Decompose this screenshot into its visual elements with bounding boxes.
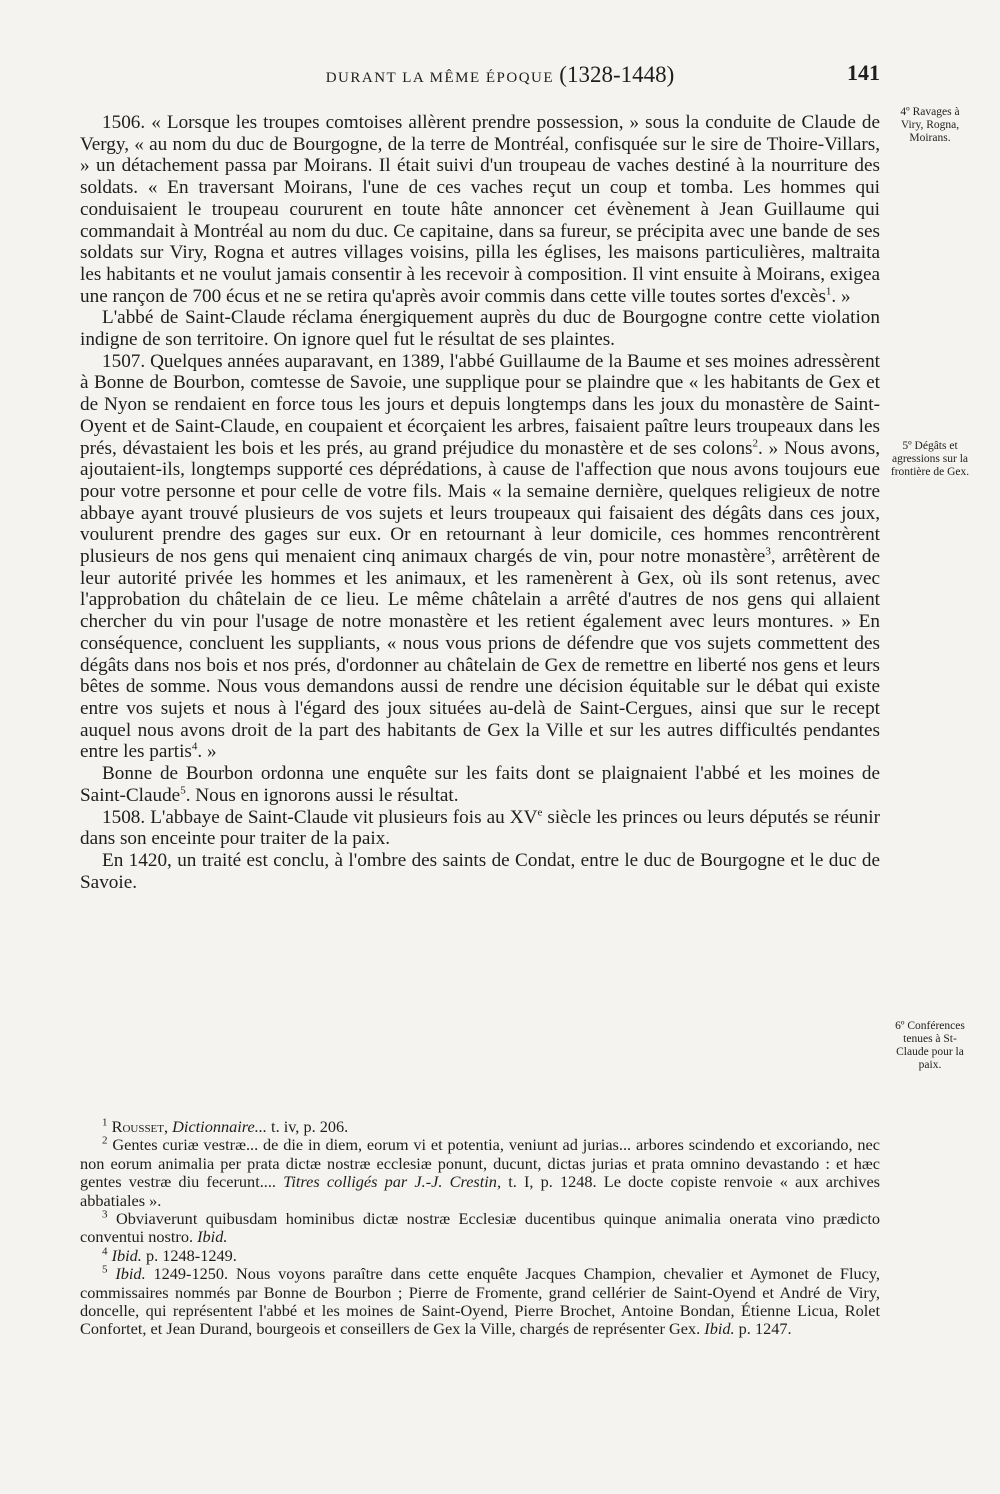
margin-note-ravages: 4º Ravages à Viry, Rogna, Moirans. — [900, 106, 960, 144]
paragraph-abbe-reclama: L'abbé de Saint-Claude réclama énergiquement auprès du duc de Bourgogne contre cette violation indigne de son territoire. On ignore quel fut le résultat de ses plaintes. — [80, 307, 880, 351]
footnotes — [80, 1118, 880, 1339]
margin-note-conferences: 6º Conférences tenues à St-Claude pour la paix. — [895, 1020, 965, 1071]
footnote-ref: 3 — [765, 545, 771, 558]
paragraph-bonne-de-bourbon: Bonne de Bourbon ordonna une enquête sur les faits dont se plaignaient l'abbé et les moines de Saint-Claude$^5$. Nous en ignorons aussi le résultat. — [80, 763, 880, 806]
paragraph-1420: En 1420, un traité est conclu, à l'ombre des saints de Condat, entre le duc de Bourgogne et le duc de Savoie. — [80, 849, 880, 893]
footnote-5: $^5$ Ibid. 1249-1250. Nous voyons paraître dans cette enquête Jacques Champion, chevalier et Aymonet de Flucy, commissaires nommés par Bonne de Bourbon ; Pierre de Fromente, grand cellérier de Saint-Oyend et André de Viry, doncelle, qui représentent l'abbé et les moines de Saint-Oyend, Pierre Brochet, Antoine Bondan, Étienne Licua, Rolet Confortet, et Jean Durand, bourgeois et conseillers de Gex la Ville, chargés de représenter Gex. Ibid. p. 1247. — [80, 1263, 880, 1339]
paragraph-1508: 1508. L'abbaye de Saint-Claude vit plusieurs fois au XVe siècle les princes ou leurs députés se réunir dans son enceinte pour traiter de la paix. — [80, 806, 880, 850]
footnote-1: $^1$ Rousset, Dictionnaire... t. iv, p. 206. — [102, 1116, 349, 1136]
footnote-4: $^4$ Ibid. p. 1248-1249. — [102, 1245, 237, 1265]
running-title-text: DURANT LA MÊME ÉPOQUE — [325, 70, 555, 86]
footnote-ref: 4 — [191, 741, 198, 753]
footnote-3: $^3$ Obviaverunt quibusdam hominibus dictæ nostræ Ecclesiæ ducentibus quinque animalia onerata vino prædicto conventui nostro. Ibid. — [80, 1208, 881, 1247]
footnote-ref: 1 — [825, 285, 832, 298]
paragraph-1507: 1507. Quelques années auparavant, en 1389, l'abbé Guillaume de la Baume et ses moines adressèrent à Bonne de Bourbon, comtesse de Savoie, une supplique pour se plaindre que « les habitants de Gex et de Nyon se rendaient en force tous les jours et depuis longtemps dans les joux du monastère de Saint-Oyent et de Saint-Claude, en coupaient et écorçaient les arbres, faisaient paître leurs troupeaux dans les prés, dévastaient les bois et les prés, au grand préjudice du monastère et de ses colons$^2$. » Nous avons, ajoutaient-ils, longtemps supporté ces déprédations, à cause de l'affection que nous avons toujours eue pour votre personne et pour celle de votre fils. Mais « la semaine dernière, quelques religieux de notre abbaye ayant trouvé plusieurs de vos sujets et leurs troupeaux qui faisaient des dégâts dans ces joux, voulurent prendre des gages sur eux. Or en retournant à leur domicile, ces hommes rencontrèrent plusieurs de nos gens qui menaient cinq animaux chargés de vin, pour notre monastère$^3$, arrêtèrent de leur autorité privée les hommes et les animaux, et les ramenèrent à Gex, où ils sont retenus, avec l'approbation du châtelain de ce lieu. Le même châtelain a arrêté d'autres de nos gens qui allaient chercher du vin pour l'usage de notre monastère et les retient également avec leurs montures. » En conséquence, concluent les suppliants, « nous vous prions de défendre que vos sujets commettent des dégâts dans nos bois et nos prés, d'ordonner au châtelain de Gex de remettre en liberté nos gens et leurs bêtes de somme. Nous vous demandons aussi de rendre une décision équitable sur le débat qui existe entre vos sujets et nous à l'égard des joux situées au-delà de Saint-Cergues, ainsi que sur le recept auquel nous avons droit de la part des habitants de Gex la Ville et sur les autres difficultés pendantes entre les partis$^4$. » — [80, 350, 880, 763]
footnote-2: $^2$ Gentes curiæ vestræ... de die in diem, eorum vi et potentia, veniunt ad jurias... arbores scindendo et excoriando, nec non eorum animalia per prata dictæ nostræ ecclesiæ ponunt, ducunt, dictas jurias et prata omnino devastando : et hæc gentes vestræ diu fecerunt.... Titres colligés par J.-J. Crestin, t. I, p. 1248. Le docte copiste renvoie « aux archives abbatiales ». — [80, 1134, 881, 1210]
running-title-years: (1328-1448) — [559, 62, 675, 87]
page-number: 141 — [847, 60, 880, 85]
page-header — [0, 62, 1000, 92]
paragraph-1506: 1506. « Lorsque les troupes comtoises allèrent prendre possession, » sous la conduite de Claude de Vergy, « au nom du duc de Bourgogne, de la terre de Montréal, confisquée sur le sire de Thoire-Villars, » un détachement passa par Moirans. Il était suivi d'un troupeau de vaches destiné à la nourriture des soldats. « En traversant Moirans, l'une de ces vaches reçut un coup et tomba. Les hommes qui conduisaient le troupeau coururent en toute hâte annoncer cet évènement à Jean Guillaume qui commandait à Montréal au nom du duc. Ce capitaine, dans sa fureur, se précipita avec une bande de ses soldats sur Viry, Rogna et autres villages voisins, pilla les églises, les maisons particulières, maltraita les habitants et ne voulut jamais consentir à les recevoir à composition. Il vint ensuite à Moirans, exigea une rançon de 700 écus et ne se retira qu'après avoir commis dans cette ville toutes sortes d'excès$^1$. » — [80, 112, 880, 307]
main-text — [80, 112, 880, 893]
footnote-ref: 5 — [180, 784, 186, 797]
footnote-ref: 2 — [752, 437, 759, 450]
margin-note-degats: 5º Dégâts et agressions sur la frontière de Gex. — [890, 440, 970, 478]
